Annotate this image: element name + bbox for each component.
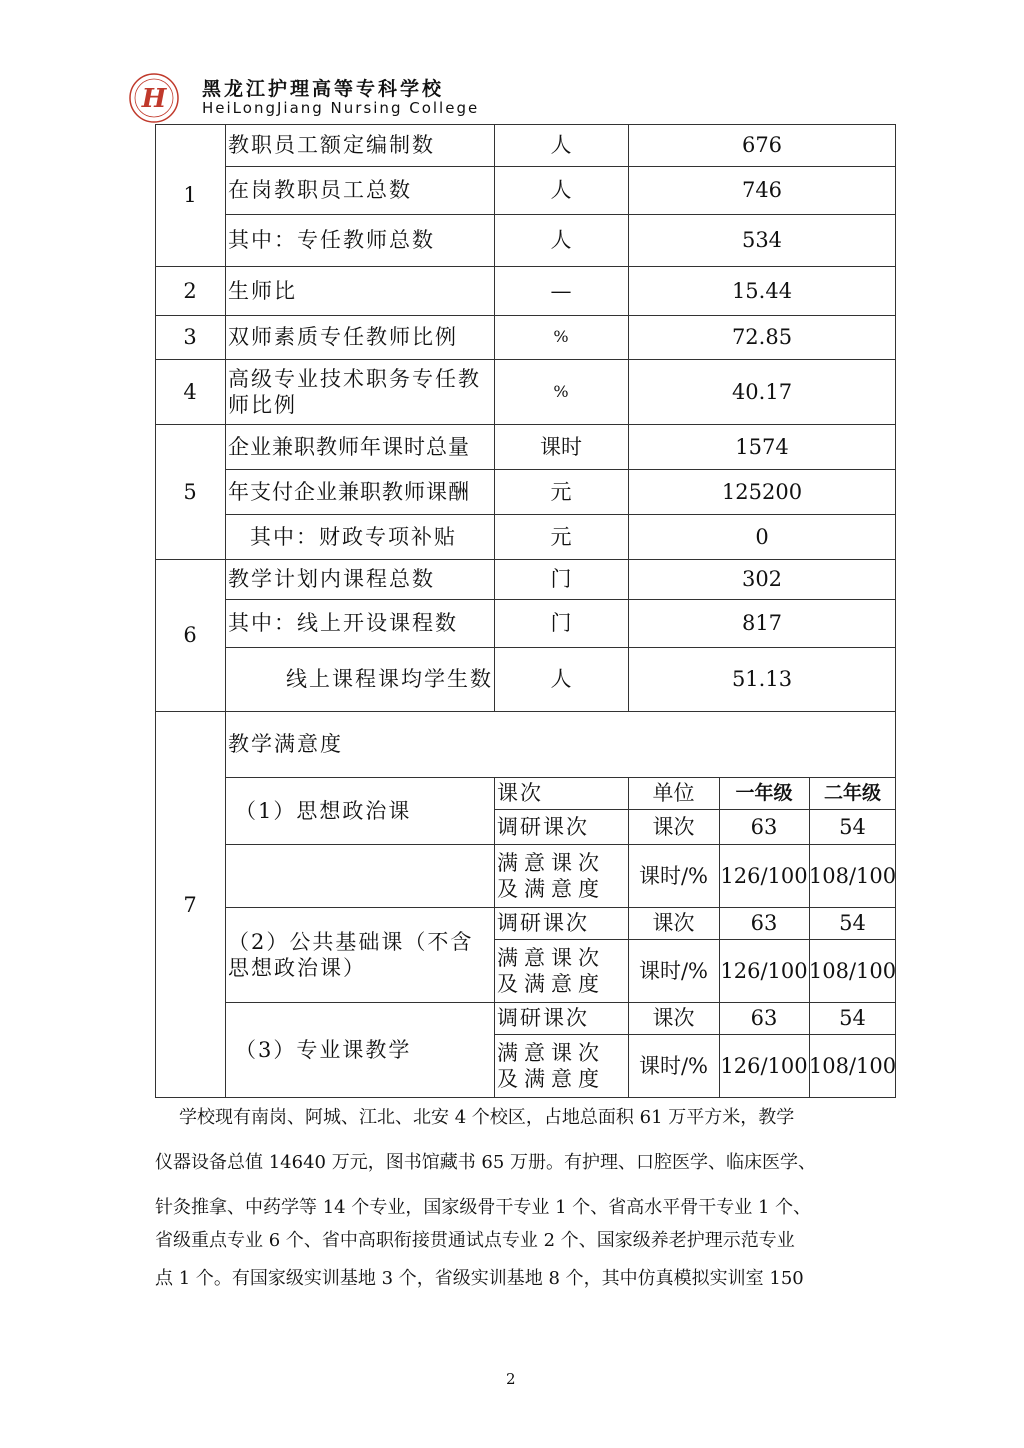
metric-label: 满意课次及满意度 — [497, 945, 605, 996]
page-header — [128, 72, 528, 124]
metric-year1: 126/100 — [720, 863, 808, 888]
row-number-5: 5 — [183, 479, 197, 504]
row-number-3: 3 — [183, 325, 197, 349]
body-paragraph-line: 针灸推拿、中药学等 14 个专业，国家级骨干专业 1 个、省高水平骨干专业 1 个、 — [155, 1197, 812, 1218]
metric-year2: 54 — [839, 911, 866, 935]
item-value: 817 — [741, 611, 783, 635]
page-number: 2 — [506, 1370, 516, 1388]
metric-year2: 54 — [839, 1006, 866, 1030]
item-value: 534 — [741, 228, 783, 252]
item-value: 302 — [741, 567, 783, 591]
item-unit: 门 — [550, 611, 572, 635]
item-unit: % — [553, 327, 569, 346]
body-paragraph-line: 点 1 个。有国家级实训基地 3 个，省级实训基地 8 个，其中仿真模拟实训室 150 — [155, 1268, 804, 1289]
item-unit: 人 — [550, 228, 572, 252]
item-unit: 人 — [550, 178, 572, 202]
item-label: 其中：线上开设课程数 — [228, 611, 458, 635]
metric-year1: 126/100 — [720, 958, 808, 983]
satisfaction-title: 教学满意度 — [228, 732, 343, 756]
item-unit: 人 — [550, 667, 572, 691]
item-value: 676 — [741, 133, 783, 157]
metric-label: 满意课次及满意度 — [497, 1041, 605, 1091]
item-unit: 元 — [550, 479, 572, 504]
metric-unit: 课时/% — [638, 863, 709, 888]
metric-year2: 108/100 — [808, 1054, 897, 1078]
item-unit: 课时 — [540, 434, 582, 459]
metric-label: 调研课次 — [497, 911, 589, 935]
item-unit: 元 — [550, 524, 572, 549]
item-value: 125200 — [721, 479, 803, 504]
metric-label: 调研课次 — [497, 814, 589, 839]
col-header-metric: 课次 — [497, 781, 543, 805]
metric-year1: 63 — [750, 911, 778, 935]
body-paragraph-line: 学校现有南岗、阿城、江北、北安 4 个校区，占地总面积 61 万平方米，教学 — [179, 1107, 795, 1128]
group-label: （3）专业课教学 — [235, 1038, 412, 1062]
body-paragraph-line: 仪器设备总值 14640 万元，图书馆藏书 65 万册。有护理、口腔医学、临床医学、 — [155, 1152, 817, 1173]
item-value: 0 — [755, 524, 769, 549]
item-value: 15.44 — [731, 278, 793, 303]
item-unit: 人 — [550, 133, 572, 157]
metric-year2: 54 — [839, 814, 866, 839]
group-label: （2）公共基础课（不含思想政治课） — [228, 929, 474, 980]
group-label: （1）思想政治课 — [235, 798, 412, 823]
metric-label: 调研课次 — [497, 1006, 589, 1030]
row-number-7: 7 — [183, 892, 197, 917]
col-header-unit: 单位 — [652, 781, 695, 805]
item-label: 其中：财政专项补贴 — [250, 524, 457, 549]
row-number-4: 4 — [183, 379, 197, 404]
col-header-year2: 二年级 — [823, 782, 881, 804]
item-value: 72.85 — [731, 325, 793, 349]
item-unit: % — [553, 381, 569, 401]
metric-year2: 108/100 — [808, 863, 897, 888]
metric-unit: 课时/% — [638, 958, 709, 983]
metric-unit: 课次 — [652, 911, 695, 935]
metric-year1: 126/100 — [720, 1054, 808, 1078]
item-value: 51.13 — [731, 667, 793, 691]
item-value: 1574 — [735, 434, 789, 459]
item-value: 40.17 — [731, 379, 793, 404]
school-name-en: HeiLongJiang Nursing College — [202, 99, 480, 117]
metric-unit: 课次 — [652, 1006, 695, 1030]
item-label: 在岗教职员工总数 — [228, 178, 412, 202]
item-unit: — — [550, 278, 572, 303]
row-number-1: 1 — [183, 183, 197, 207]
body-paragraph-line: 省级重点专业 6 个、省中高职衔接贯通试点专业 2 个、国家级养老护理示范专业 — [155, 1230, 795, 1251]
metric-unit: 课次 — [652, 814, 695, 839]
item-label: 生师比 — [228, 278, 297, 303]
item-label: 其中：专任教师总数 — [228, 228, 435, 252]
item-unit: 门 — [550, 567, 572, 591]
item-label: 年支付企业兼职教师课酬 — [228, 479, 470, 504]
col-header-year1: 一年级 — [735, 782, 793, 804]
row-number-6: 6 — [183, 623, 197, 647]
item-value: 746 — [741, 178, 783, 202]
item-label: 教职员工额定编制数 — [228, 133, 435, 157]
item-label: 企业兼职教师年课时总量 — [228, 434, 470, 459]
school-logo-icon — [128, 72, 180, 124]
metric-year1: 63 — [750, 1006, 778, 1030]
item-label: 线上课程课均学生数 — [286, 667, 493, 691]
school-name-cn: 黑龙江护理高等专科学校 — [202, 78, 445, 100]
metric-year1: 63 — [750, 814, 778, 839]
item-label: 高级专业技术职务专任教师比例 — [228, 366, 481, 417]
item-label: 双师素质专任教师比例 — [228, 325, 458, 349]
row-number-2: 2 — [183, 278, 197, 303]
metric-unit: 课时/% — [638, 1054, 709, 1078]
metric-year2: 108/100 — [808, 958, 897, 983]
item-label: 教学计划内课程总数 — [228, 567, 435, 591]
metric-label: 满意课次及满意度 — [497, 850, 605, 901]
svg-text:H: H — [141, 84, 167, 114]
statistics-table — [155, 124, 896, 1098]
